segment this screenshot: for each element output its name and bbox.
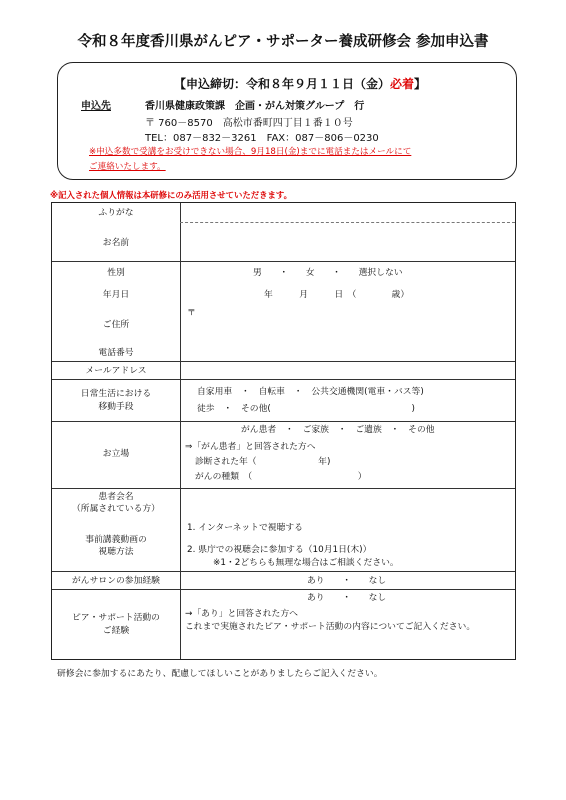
gender-label: 性別 [107, 268, 125, 278]
salon-options-2[interactable]: あり ・ なし [307, 593, 387, 603]
position-options[interactable]: がん患者 ・ ご家族 ・ ご遺族 ・ その他 [241, 425, 435, 435]
privacy-note: ※記入された個人情報は本研修にのみ活用させていただきます。 [50, 190, 292, 200]
salon-options-1[interactable]: あり ・ なし [307, 576, 387, 586]
row-divider [52, 361, 515, 362]
row-divider [52, 488, 515, 489]
video-note: ※1・2どちらも無理な場合はご相談ください。 [213, 558, 399, 568]
deadline-must: 必着 [389, 77, 414, 91]
row-divider [52, 571, 515, 572]
position-label: お立場 [102, 449, 130, 459]
selection-note-line1: ※申込多数で受講をお受けできない場合、9月18日(金)までに電話またはメールにて [89, 147, 412, 157]
row-divider [52, 379, 515, 380]
birthdate-field[interactable]: 年 月 日 （ 歳） [264, 290, 410, 300]
position-note: ⇒「がん患者」と回答された方へ [185, 442, 316, 452]
application-form [51, 202, 516, 660]
transport-options-2[interactable]: 徒歩 ・ その他( ) [197, 404, 415, 414]
peer-support-label-1: ピア・サポート活動の [72, 613, 160, 623]
gender-options[interactable]: 男 ・ 女 ・ 選択しない [253, 268, 403, 278]
postal-mark: 〒 [187, 308, 196, 318]
birthdate-label: 年月日 [102, 290, 130, 300]
row-divider [52, 421, 515, 422]
peer-support-note: →「あり」と回答された方へ [185, 609, 298, 619]
deadline-prefix: 【申込締切：令和８年９月１１日（金） [173, 77, 390, 91]
peer-support-label-2: ご経験 [102, 626, 130, 636]
cancer-type-field[interactable]: がんの種類 （ ） [195, 472, 367, 482]
deadline-suffix: 】 [414, 77, 427, 91]
footer-note: 研修会に参加するにあたり、配慮してほしいことがありましたらご記入ください。 [57, 669, 383, 679]
transport-label-2: 移動手段 [98, 402, 134, 412]
video-label-2: 視聴方法 [98, 547, 134, 557]
transport-options-1[interactable]: 自家用車 ・ 自転車 ・ 公共交通機関(電車・バス等) [197, 387, 424, 397]
column-divider [180, 203, 181, 659]
furigana-divider [180, 222, 515, 223]
patient-group-sublabel: （所属されている方） [72, 504, 160, 514]
patient-group-label: 患者会名 [98, 492, 134, 502]
recipient-name: 香川県健康政策課 企画・がん対策グループ 行 [145, 101, 365, 112]
furigana-label: ふりがな [98, 208, 134, 218]
contact-numbers: TEL：087－832－3261 FAX：087－806－0230 [145, 133, 379, 144]
email-label: メールアドレス [85, 366, 147, 376]
recipient-label: 申込先 [81, 101, 111, 112]
page-title: 令和８年度香川県がんピア・サポーター養成研修会 参加申込書 [77, 34, 489, 50]
salon-label: がんサロンの参加経験 [72, 576, 160, 586]
postal-address: 〒 760－8570 高松市番町四丁目１番１０号 [145, 118, 353, 129]
row-divider [52, 261, 515, 262]
phone-label: 電話番号 [98, 348, 134, 358]
address-label: ご住所 [102, 320, 130, 330]
video-label-1: 事前講義動画の [85, 535, 147, 545]
diagnosis-year-field[interactable]: 診断された年（ 年) [195, 457, 331, 467]
deadline-notice [100, 75, 500, 92]
video-option-online[interactable]: 1. インターネットで視聴する [187, 523, 303, 533]
name-label: お名前 [102, 238, 130, 248]
transport-label-1: 日常生活における [80, 389, 152, 399]
video-option-venue[interactable]: 2. 県庁での視聴会に参加する（10月1日(木)） [187, 545, 372, 555]
peer-support-instruction: これまで実施されたピア・サポート活動の内容についてご記入ください。 [185, 622, 476, 632]
row-divider [52, 589, 515, 590]
selection-note-line2: ご連絡いたします。 [89, 162, 166, 172]
